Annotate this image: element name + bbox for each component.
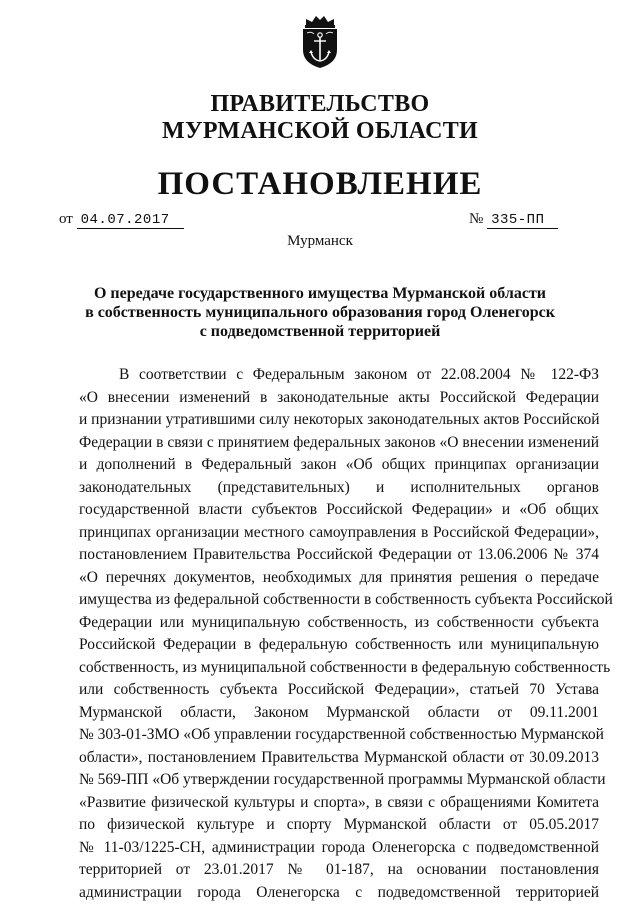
number-prefix: № [469,211,484,227]
number-value: 335-ПП [487,212,558,229]
body-line: В соответствии с Федеральным законом от 22.08.2004 № 122-ФЗ [119,366,599,383]
government-name-line2: МУРМАНСКОЙ ОБЛАСТИ [162,118,478,144]
body-line: принципах организации местного самоуправления в Российской Федерации», [79,523,599,541]
body-line: № 303-01-ЗМО «Об управлении государственной собственностью Мурманской [79,726,604,743]
document-number [469,209,558,230]
body-line: «О перечнях документов, необходимых для принятия решения о передаче [79,568,599,586]
date-value: 04.07.2017 [77,212,184,229]
body-line: или собственность субъекта Российской Федерации», статьей 70 Устава [79,681,599,698]
document-title-line: в собственность муниципального образования город Оленегорск [85,304,555,321]
body-line: постановлением Правительства Российской Федерации от 13.06.2006 № 374 [79,546,599,563]
body-line: «Развитие физической культуры и спорта», в связи с обращениями Комитета [79,793,599,811]
body-line: законодательных (представительных) и исполнительных органов [79,478,599,496]
body-line: области», постановлением Правительства Мурманской области от 30.09.2013 [79,748,599,766]
document-title-line: с подведомственной территорией [199,323,441,340]
government-name-line1: ПРАВИТЕЛЬСТВО [210,91,430,117]
body-line: и признании утратившими силу некоторых законодательных актов Российской [79,411,600,428]
body-line: собственность, из муниципальной собственности в федеральную собственность [79,658,611,676]
body-line: и дополнений в Федеральный закон «Об общих принципах организации [79,456,599,473]
date-prefix: от [59,211,73,227]
body-line: Федерации в связи с принятием федеральных законов «О внесении изменений [79,433,599,451]
issue-city: Мурманск [287,233,353,249]
body-line: Мурманской области, Законом Мурманской области от 09.11.2001 [79,703,599,721]
body-line: № 569-ПП «Об утверждении государственной программы Мурманской области [79,771,606,788]
body-line: Федерации или муниципальную собственность, из собственности субъекта [79,613,599,631]
body-line: государственной власти субъектов Российской Федерации» и «Об общих [79,501,599,518]
body-line: Российской Федерации в федеральную собственность или муниципальную [79,636,599,653]
body-line: № 11-03/1225-СН, администрации города Оленегорска с подведомственной [79,838,599,856]
coat-of-arms-icon [298,14,342,70]
body-line: имущества из федеральной собственности в собственность субъекта Российской [79,591,613,608]
document-title-line: О передаче государственного имущества Мурманской области [93,285,547,302]
document-date [59,209,184,230]
body-line: по физической культуре и спорту Мурманской области от 05.05.2017 [79,816,599,833]
body-line: «О внесении изменений в законодательные акты Российской Федерации [79,388,599,406]
document-type-heading: ПОСТАНОВЛЕНИЕ [157,166,483,202]
body-paragraph [79,364,613,904]
body-line: территорией от 23.01.2017 № 01-187, на основании постановления [79,861,599,878]
body-line: администрации города Оленегорска с подведомственной территорией [79,883,599,901]
